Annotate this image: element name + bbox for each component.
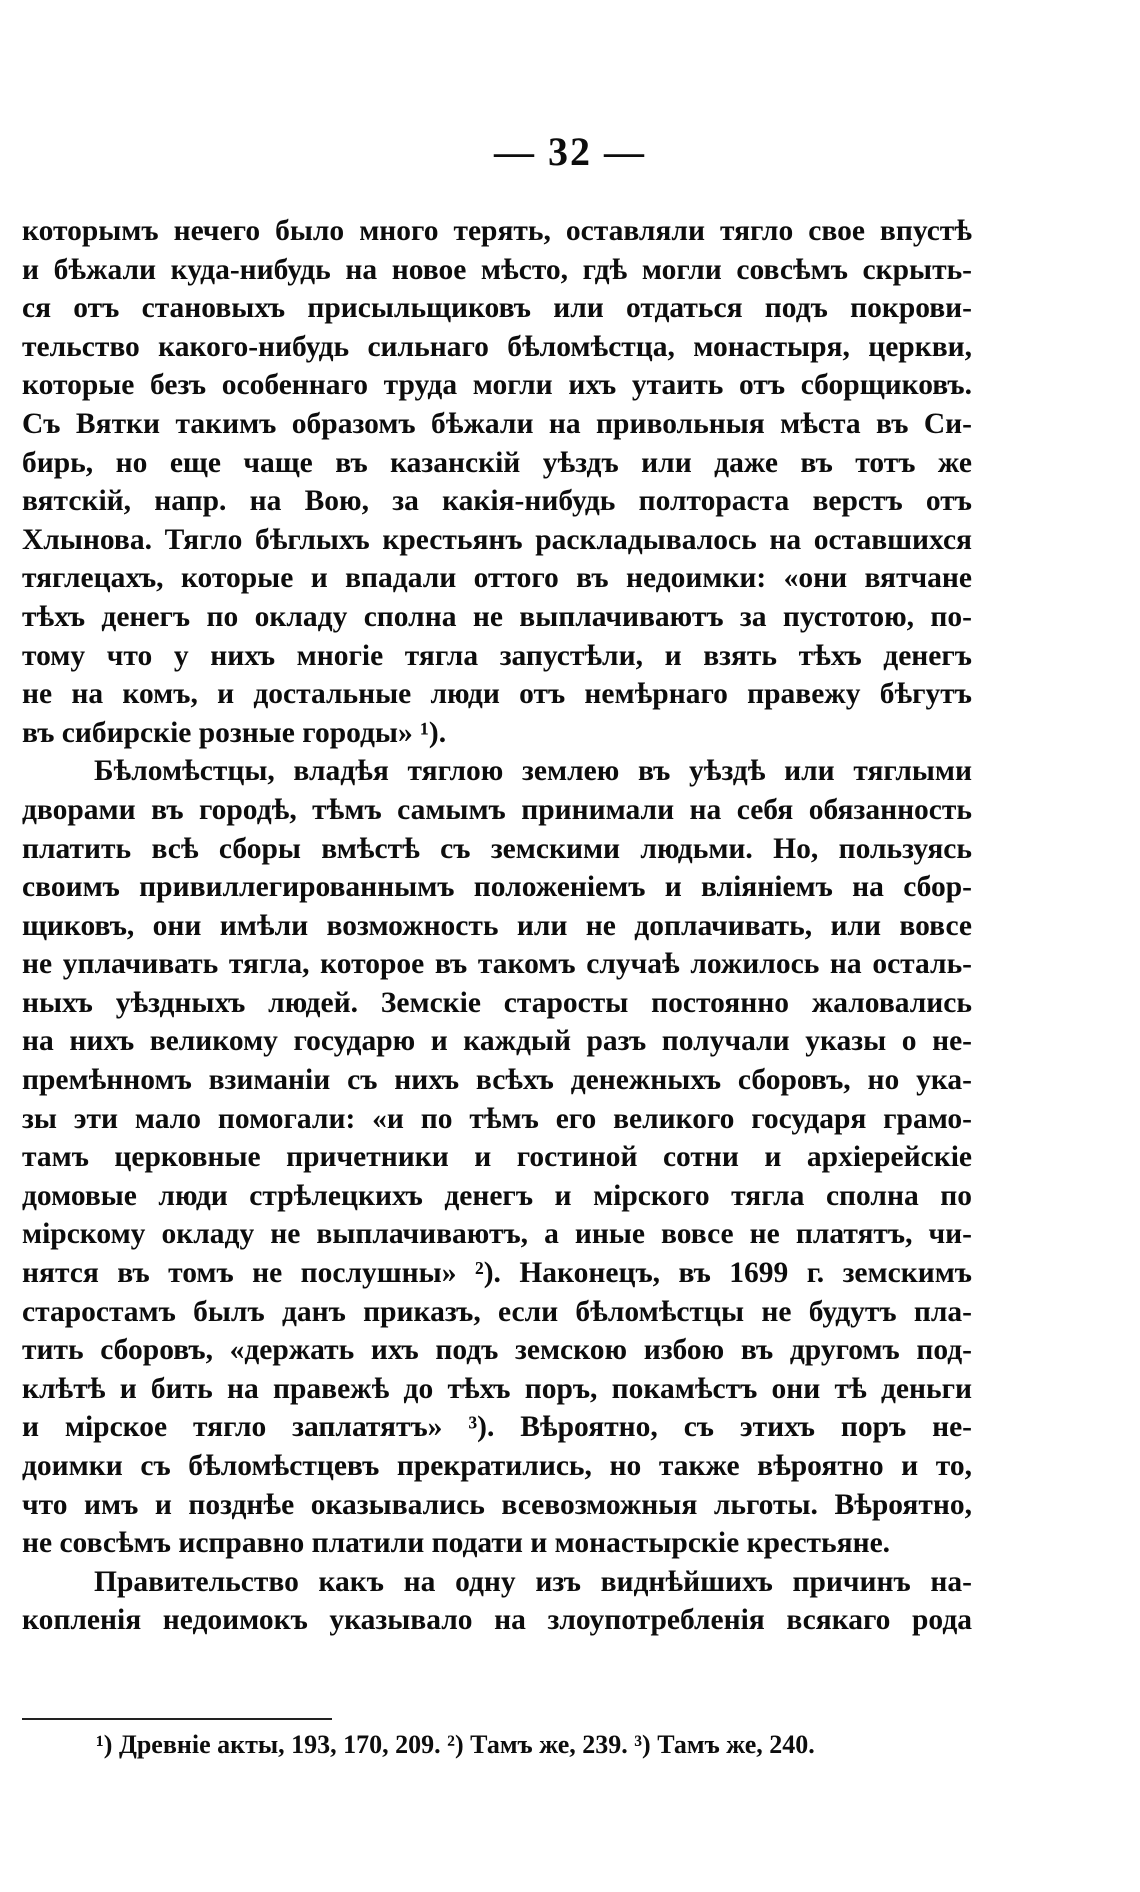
text-line: тамъ церковные причетники и гостиной сотни и архіерейскіе xyxy=(22,1141,972,1174)
text-line: что имъ и позднѣе оказывались всевозможныя льготы. Вѣроятно, xyxy=(22,1488,972,1521)
text-line: не совсѣмъ исправно платили подати и монастырскіе крестьяне. xyxy=(22,1527,891,1560)
text-line: домовые люди стрѣлецкихъ денегъ и мірского тягла сполна по xyxy=(22,1179,972,1212)
footnotes: ¹) Древніе акты, 193, 170, 209. ²) Тамъ же, 239. ³) Тамъ же, 240. xyxy=(96,1730,815,1759)
text-line: не на комъ, и достальные люди отъ немѣрнаго правежу бѣгутъ xyxy=(22,678,972,711)
text-line: не уплачивать тягла, которое въ такомъ случаѣ ложилось на осталь- xyxy=(22,948,972,981)
text-line: бирь, но еще чаще въ казанскій уѣздъ или даже въ тотъ же xyxy=(22,446,972,479)
paragraph-3 xyxy=(22,1563,972,1640)
text-line: нятся въ томъ не послушны» ²). Наконецъ, въ 1699 г. земскимъ xyxy=(22,1257,972,1290)
text-line: въ сибирскіе розные городы» ¹). xyxy=(22,716,447,749)
paragraph-1 xyxy=(22,212,972,752)
body-text xyxy=(22,212,972,1640)
text-line: вятскій, напр. на Вою, за какія-нибудь полтораста верстъ отъ xyxy=(22,485,972,518)
page-number: — 32 — xyxy=(494,129,646,174)
text-line: и бѣжали куда-нибудь на новое мѣсто, гдѣ могли совсѣмъ скрыть- xyxy=(22,253,972,286)
text-line: мірскому окладу не выплачиваютъ, а иные вовсе не платятъ, чи- xyxy=(22,1218,972,1251)
text-line: премѣнномъ взиманіи съ нихъ всѣхъ денежныхъ сборовъ, но ука- xyxy=(22,1064,972,1097)
text-line: на нихъ великому государю и каждый разъ получали указы о не- xyxy=(22,1025,972,1058)
text-line: которые безъ особеннаго труда могли ихъ утаить отъ сборщиковъ. xyxy=(22,369,972,402)
text-line: ся отъ становыхъ присыльщиковъ или отдаться подъ покрови- xyxy=(22,292,972,325)
text-line: клѣтѣ и бить на правежѣ до тѣхъ поръ, покамѣстъ они тѣ деньги xyxy=(22,1372,972,1405)
text-line: ныхъ уѣздныхъ людей. Земскіе старосты постоянно жаловались xyxy=(22,986,972,1019)
text-line: своимъ привиллегированнымъ положеніемъ и вліяніемъ на сбор- xyxy=(22,871,972,904)
text-line: зы эти мало помогали: «и по тѣмъ его великого государя грамо- xyxy=(22,1102,972,1135)
text-line: Съ Вятки такимъ образомъ бѣжали на привольныя мѣста въ Си- xyxy=(22,407,972,440)
text-line: дворами въ городѣ, тѣмъ самымъ принимали на себя обязанность xyxy=(22,793,972,826)
text-line: платить всѣ сборы вмѣстѣ съ земскими людьми. Но, пользуясь xyxy=(22,832,972,865)
text-line: тѣхъ денегъ по окладу сполна не выплачиваютъ за пустотою, по- xyxy=(22,600,972,633)
text-line: и мірское тягло заплатятъ» ³). Вѣроятно, съ этихъ поръ не- xyxy=(22,1411,972,1444)
text-line: щиковъ, они имѣли возможность или не доплачивать, или вовсе xyxy=(22,909,972,942)
text-line: Хлынова. Тягло бѣглыхъ крестьянъ раскладывалось на оставшихся xyxy=(22,523,972,556)
footnote-divider xyxy=(22,1718,332,1720)
text-line: Правительство какъ на одну изъ виднѣйшихъ причинъ на- xyxy=(94,1565,972,1598)
text-line: тяглецахъ, которые и впадали оттого въ недоимки: «они вятчане xyxy=(22,562,972,595)
text-line: копленія недоимокъ указывало на злоупотребленія всякаго рода xyxy=(22,1604,972,1637)
text-line: которымъ нечего было много терять, оставляли тягло свое впустѣ xyxy=(22,215,972,247)
paragraph-2 xyxy=(22,752,972,1562)
text-line: Бѣломѣстцы, владѣя тяглою землею въ уѣздѣ или тяглыми xyxy=(94,755,972,788)
text-line: доимки съ бѣломѣстцевъ прекратились, но также вѣроятно и то, xyxy=(22,1450,972,1482)
text-line: тому что у нихъ многіе тягла запустѣли, и взять тѣхъ денегъ xyxy=(22,639,972,672)
text-line: старостамъ былъ данъ приказъ, если бѣломѣстцы не будутъ пла- xyxy=(22,1295,972,1328)
text-line: тить сборовъ, «держать ихъ подъ земскою избою въ другомъ под- xyxy=(22,1334,972,1367)
text-line: тельство какого-нибудь сильнаго бѣломѣстца, монастыря, церкви, xyxy=(22,330,972,363)
